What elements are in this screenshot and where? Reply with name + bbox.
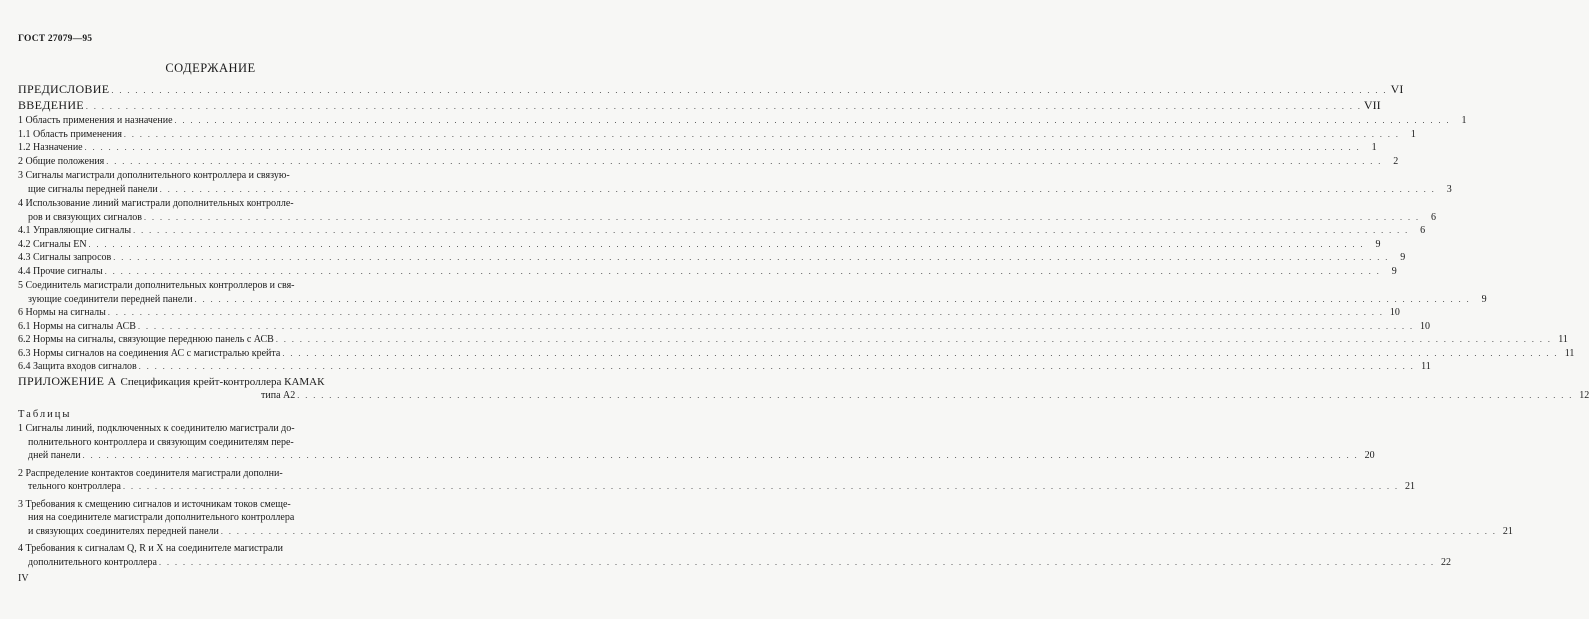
dot-leader [133, 224, 1409, 238]
toc-entry-text: 1 Область применения и назначение [18, 115, 173, 126]
table-entry-last-line[interactable] [18, 556, 1451, 570]
toc-entry-page: 9 [1481, 293, 1487, 305]
toc-entry-text: ров и связующих сигналов [28, 211, 142, 223]
toc-entry[interactable] [18, 98, 1381, 114]
toc-entry-page: 11 [1564, 347, 1575, 359]
dot-leader [282, 347, 1558, 361]
appendix-label: ПРИЛОЖЕНИЕ А [18, 373, 117, 388]
toc-entry-page: 11 [1421, 361, 1431, 372]
toc-entry[interactable] [18, 169, 1452, 196]
toc-entry-page: 1 [1461, 115, 1467, 126]
toc-entry-page: VI [1390, 82, 1404, 96]
toc-entry-page: 9 [1391, 265, 1397, 277]
toc-entry[interactable] [18, 360, 1431, 374]
contents-title: СОДЕРЖАНИЕ [165, 61, 256, 75]
dot-leader [106, 155, 1382, 169]
tables-heading: Таблицы [18, 409, 72, 420]
toc-entry[interactable] [18, 251, 1406, 265]
toc-entry-text: типа А2 [261, 389, 296, 401]
table-entry-last-line[interactable] [18, 480, 1415, 494]
toc-entry-text: 6.4 Защита входов сигналов [18, 361, 137, 372]
table-of-contents [18, 82, 1589, 573]
toc-entry-page: 12 [1579, 389, 1589, 401]
table-entry[interactable] [18, 498, 1513, 539]
toc-entry-text: 4.3 Сигналы запросов [18, 252, 112, 263]
toc-entry[interactable] [18, 347, 1575, 361]
toc-entry[interactable] [18, 114, 1467, 128]
toc-entry-page: 1 [1410, 128, 1416, 140]
toc-entry-page: VII [1363, 98, 1381, 112]
document-code: ГОСТ 27079—95 [18, 34, 93, 44]
toc-entry-line: 1 Сигналы линий, подключенных к соединителю магистрали до- [18, 423, 295, 434]
toc-entry-text: щие сигналы передней панели [28, 183, 158, 195]
toc-entry[interactable] [18, 238, 1381, 252]
toc-entry-line: 3 Сигналы магистрали дополнительного контроллера и связую- [18, 170, 290, 181]
toc-entry-text: 4.2 Сигналы EN [18, 238, 87, 250]
toc-entry-page: 21 [1502, 525, 1513, 537]
toc-entry-page: 10 [1419, 320, 1430, 332]
toc-entry[interactable] [18, 224, 1426, 238]
dot-leader [144, 211, 1420, 225]
dot-leader [160, 183, 1436, 197]
toc-entry[interactable] [18, 320, 1430, 334]
dot-leader [85, 141, 1361, 155]
toc-entry-page: 11 [1558, 334, 1568, 345]
toc-entry-page: 1 [1371, 142, 1377, 153]
dot-leader [221, 525, 1497, 539]
toc-entry-text: 4.1 Управляющие сигналы [18, 225, 132, 236]
toc-entry-text: 1.1 Область применения [18, 128, 122, 140]
toc-entry-line: ния на соединителе магистрали дополнительного контроллера [28, 512, 295, 523]
toc-entry-text: зующие соединители передней панели [28, 293, 193, 305]
toc-entry-last-line[interactable] [18, 211, 1436, 225]
dot-leader [175, 114, 1451, 128]
toc-entry-last-line[interactable] [18, 293, 1487, 307]
dot-leader [111, 83, 1387, 98]
dot-leader [195, 293, 1471, 307]
dot-leader [159, 556, 1435, 570]
dot-leader [297, 389, 1573, 403]
dot-leader [83, 449, 1359, 463]
toc-entry[interactable] [18, 155, 1399, 169]
toc-entry-text: 6 Нормы на сигналы [18, 307, 106, 318]
dot-leader [138, 320, 1414, 334]
table-entry-last-line[interactable] [18, 449, 1375, 463]
toc-entry-text: 6.3 Нормы сигналов на соединения АС с магистралью крейта [18, 347, 281, 359]
table-entry[interactable] [18, 542, 1451, 569]
toc-entry-page: 21 [1404, 481, 1415, 492]
dot-leader [123, 480, 1399, 494]
appendix-entry[interactable] [18, 373, 1589, 403]
toc-entry[interactable] [18, 128, 1416, 142]
toc-entry[interactable] [18, 197, 1436, 224]
appendix-title: Спецификация крейт-контроллера КАМАК [120, 375, 325, 388]
toc-entry-text: ПРЕДИСЛОВИЕ [18, 82, 110, 96]
toc-entry-page: 20 [1364, 450, 1375, 461]
toc-entry-text: 4.4 Прочие сигналы [18, 265, 103, 277]
toc-entry-page: 6 [1430, 211, 1436, 223]
toc-entry[interactable] [18, 279, 1487, 306]
dot-leader [113, 251, 1389, 265]
toc-entry-text: 6.1 Нормы на сигналы АСВ [18, 320, 136, 332]
table-entry[interactable] [18, 467, 1415, 494]
toc-entry-page: 9 [1375, 238, 1381, 250]
toc-entry-line: 4 Использование линий магистрали дополнительных контролле- [18, 198, 294, 209]
toc-entry-line: 2 Распределение контактов соединителя магистрали дополни- [18, 467, 283, 479]
toc-entry[interactable] [18, 265, 1397, 279]
dot-leader [276, 333, 1552, 347]
dot-leader [105, 265, 1381, 279]
dot-leader [108, 306, 1384, 320]
toc-entry[interactable] [18, 141, 1377, 155]
toc-entry-text: ВВЕДЕНИЕ [18, 98, 84, 112]
toc-entry-text: дней панели [28, 450, 81, 461]
toc-entry-page: 9 [1400, 252, 1406, 263]
dot-leader [139, 360, 1415, 374]
table-entry[interactable] [18, 422, 1375, 463]
toc-entry-line: 5 Соединитель магистрали дополнительных контроллеров и свя- [18, 280, 295, 291]
toc-entry[interactable] [18, 306, 1400, 320]
toc-entry[interactable] [18, 333, 1568, 347]
dot-leader [86, 99, 1362, 114]
toc-entry-line: 4 Требования к сигналам Q, R и X на соединителе магистрали [18, 543, 283, 554]
toc-entry[interactable] [18, 82, 1404, 98]
toc-entry-line: полнительного контроллера и связующим соединителям пере- [28, 436, 294, 448]
toc-entry-text: 1.2 Назначение [18, 142, 83, 153]
page-number: IV [18, 573, 29, 584]
toc-entry-page: 22 [1440, 556, 1451, 568]
toc-entry-text: дополнительного контроллера [28, 556, 157, 568]
toc-entry-page: 3 [1446, 183, 1452, 195]
toc-entry-text: 2 Общие положения [18, 155, 105, 167]
toc-entry-last-line[interactable] [18, 183, 1452, 197]
dot-leader [124, 128, 1400, 142]
dot-leader [89, 238, 1365, 252]
toc-entry-line: 3 Требования к смещению сигналов и источникам токов смеще- [18, 498, 291, 510]
table-entry-last-line[interactable] [18, 525, 1513, 539]
toc-entry-page: 10 [1389, 307, 1400, 318]
toc-entry-text: и связующих соединителях передней панели [28, 525, 219, 537]
toc-entry-text: 6.2 Нормы на сигналы, связующие переднюю панель с АСВ [18, 334, 274, 345]
toc-entry-page: 2 [1393, 155, 1399, 167]
toc-entry-text: тельного контроллера [28, 481, 121, 492]
appendix-last-line[interactable] [18, 389, 1589, 403]
toc-entry-page: 6 [1420, 225, 1426, 236]
